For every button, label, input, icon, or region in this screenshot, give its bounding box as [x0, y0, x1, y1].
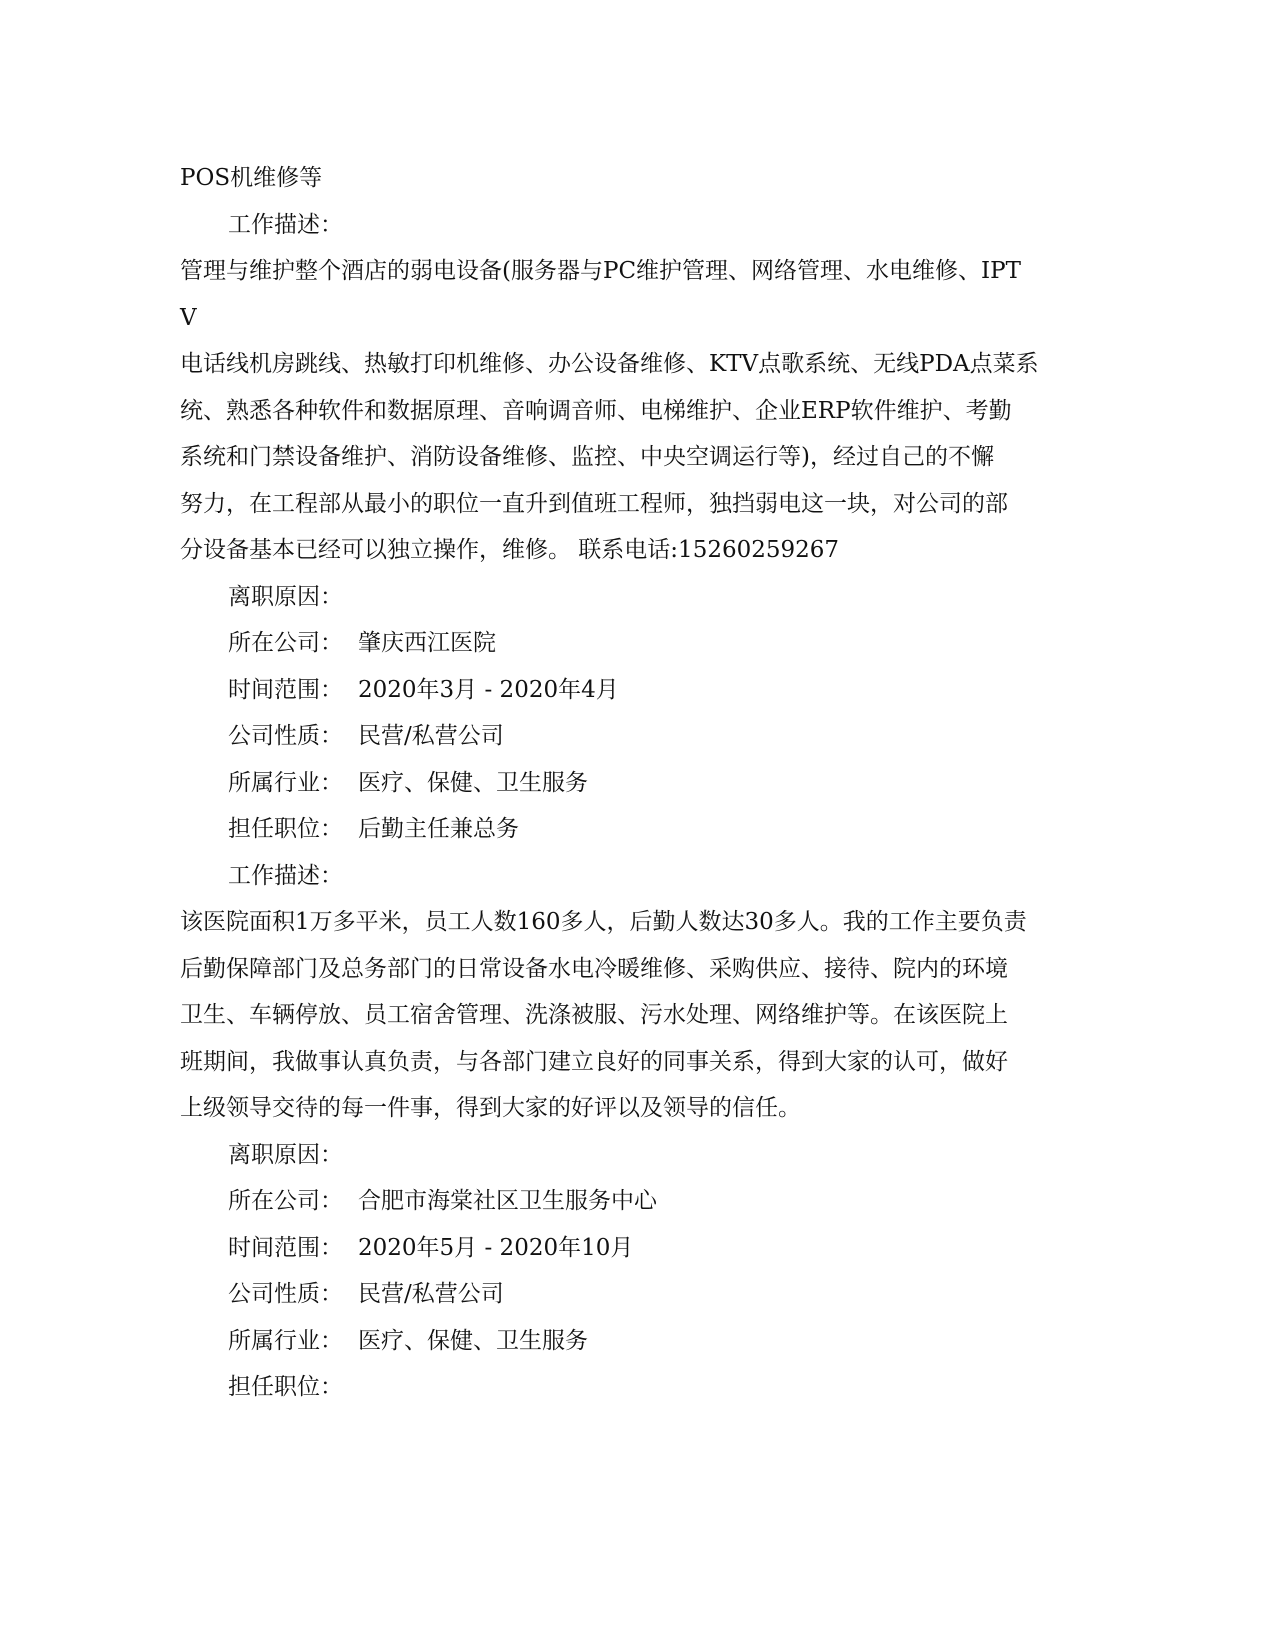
position-row: [180, 1364, 1040, 1411]
paragraph-line: 后勤保障部门及总务部门的日常设备水电冷暖维修、采购供应、接待、院内的环境: [180, 955, 1008, 982]
company-row: [180, 1178, 1040, 1225]
company-nature-label: 公司性质：: [228, 1281, 343, 1307]
company-nature-row: [180, 1271, 1040, 1318]
company-nature-value: 民营/私营公司: [358, 1281, 504, 1307]
document-body: [180, 155, 1040, 1411]
position-row: [180, 806, 1040, 853]
paragraph-line: V: [180, 304, 197, 331]
company-label: 所在公司：: [228, 630, 343, 656]
paragraph-line: 系统和门禁设备维护、消防设备维修、监控、中央空调运行等)，经过自己的不懈: [180, 444, 994, 470]
work-description-paragraph-2: [180, 899, 1040, 1132]
paragraph-line: 卫生、车辆停放、员工宿舍管理、洗涤被服、污水处理、网络维护等。在该医院上: [180, 1002, 1008, 1028]
work-description-paragraph-1: [180, 248, 1040, 574]
paragraph-line: 该医院面积1万多平米，员工人数160多人，后勤人数达30多人。我的工作主要负责: [180, 909, 1027, 935]
company-value: 肇庆西江医院: [358, 630, 496, 656]
position-label: 担任职位：: [228, 1374, 343, 1400]
company-nature-value: 民营/私营公司: [358, 723, 504, 749]
leave-reason-label: 离职原因：: [228, 1141, 343, 1168]
industry-value: 医疗、保健、卫生服务: [358, 1327, 588, 1354]
paragraph-line: 统、熟悉各种软件和数据原理、音响调音师、电梯维护、企业ERP软件维护、考勤: [180, 397, 1012, 424]
work-description-label: 工作描述：: [228, 211, 343, 238]
job-entry-3: [180, 1178, 1040, 1411]
industry-label: 所属行业：: [228, 1327, 343, 1354]
position-label: 担任职位：: [228, 816, 343, 842]
text-line: POS机维修等: [180, 165, 323, 191]
company-value: 合肥市海棠社区卫生服务中心: [358, 1188, 657, 1214]
time-range-value: 2020年3月 - 2020年4月: [358, 676, 619, 703]
position-value: 后勤主任兼总务: [358, 816, 519, 842]
paragraph-line: 分设备基本已经可以独立操作，维修。 联系电话:15260259267: [180, 537, 840, 563]
paragraph-line: 努力，在工程部从最小的职位一直升到值班工程师，独挡弱电这一块，对公司的部: [180, 490, 1008, 517]
paragraph-line: 班期间，我做事认真负责，与各部门建立良好的同事关系，得到大家的认可，做好: [180, 1048, 1008, 1075]
work-description-label: 工作描述：: [228, 862, 343, 889]
industry-value: 医疗、保健、卫生服务: [358, 769, 588, 796]
industry-row: [180, 760, 1040, 807]
paragraph-line: 上级领导交待的每一件事，得到大家的好评以及领导的信任。: [180, 1095, 801, 1121]
time-range-row: [180, 1225, 1040, 1272]
paragraph-line: 电话线机房跳线、热敏打印机维修、办公设备维修、KTV点歌系统、无线PDA点菜系: [180, 351, 1039, 377]
time-range-value: 2020年5月 - 2020年10月: [358, 1234, 634, 1261]
company-row: [180, 620, 1040, 667]
job-entry-2: [180, 620, 1040, 899]
company-nature-row: [180, 713, 1040, 760]
time-range-row: [180, 667, 1040, 714]
industry-row: [180, 1318, 1040, 1365]
time-range-label: 时间范围：: [228, 676, 343, 703]
time-range-label: 时间范围：: [228, 1234, 343, 1261]
company-label: 所在公司：: [228, 1188, 343, 1214]
leave-reason-label: 离职原因：: [228, 583, 343, 610]
industry-label: 所属行业：: [228, 769, 343, 796]
paragraph-line: 管理与维护整个酒店的弱电设备(服务器与PC维护管理、网络管理、水电维修、IPT: [180, 258, 1021, 284]
company-nature-label: 公司性质：: [228, 723, 343, 749]
